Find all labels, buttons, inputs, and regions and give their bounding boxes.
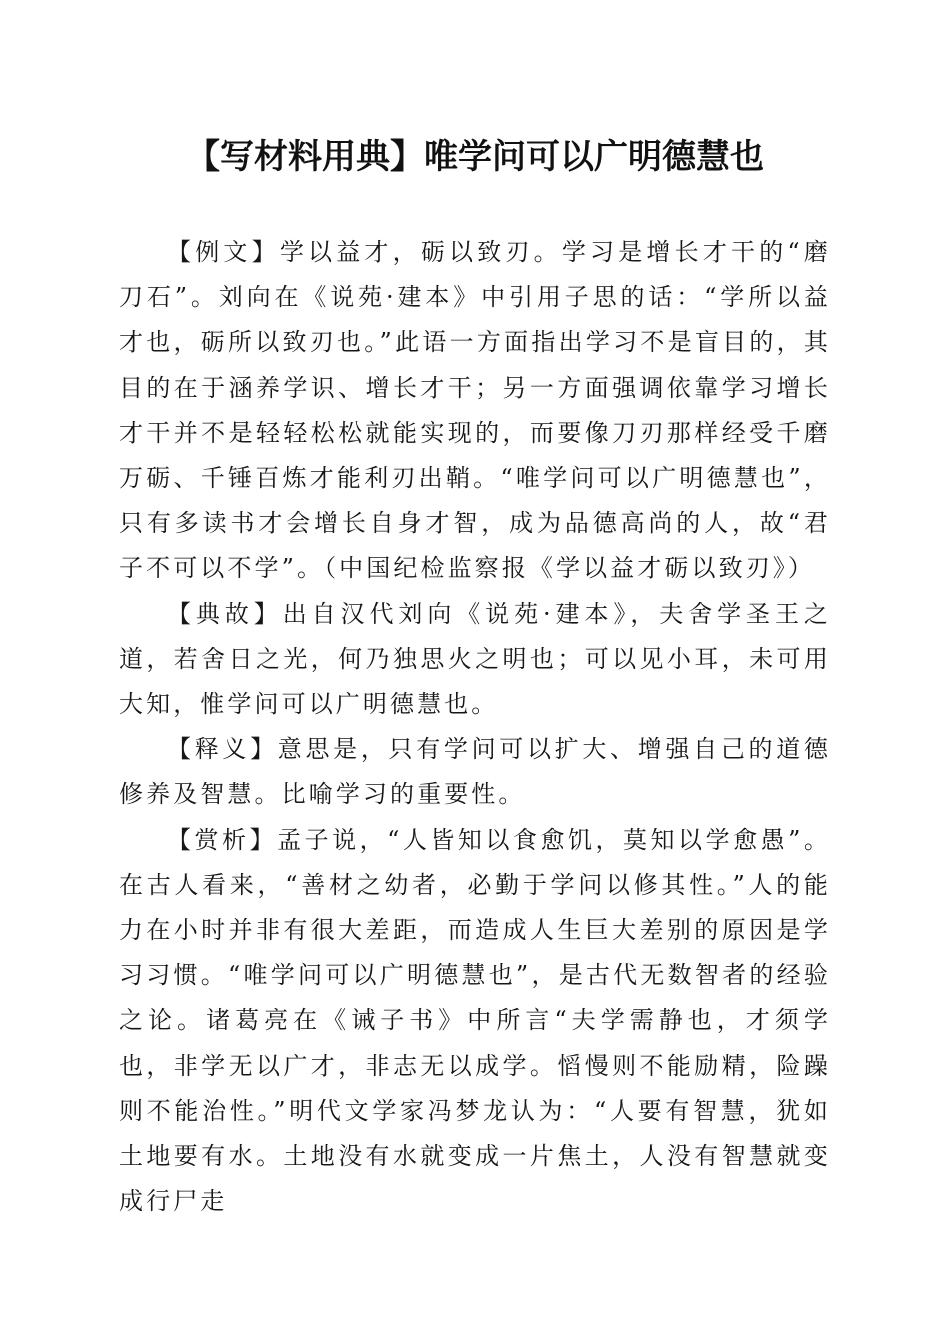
paragraph-text-appreciation: 孟子说，“人皆知以食愈饥，莫知以学愈愚”。在古人看来，“善材之幼者，必勤于学问以修其性。”人的能力在小时并非有很大差距，而造成人生巨大差别的原因是学习习惯。“唯学问可以广明德慧也”，是古代无数智者的经验之论。诸葛亮在《诫子书》中所言“夫学需静也，才须学也，非学无以广才，非志无以成学。慆慢则不能励精，险躁则不能治性。”明代文学家冯梦龙认为：“人要有智慧，犹如土地要有水。土地没有水就变成一片焦土，人没有智慧就变成行尸走 [119,825,831,1216]
paragraph-appreciation [119,818,831,1225]
document-body [119,230,831,1224]
document-title: 【写材料用典】唯学问可以广明德慧也 [186,137,764,177]
section-tag-meaning: 【释义】 [167,735,278,764]
section-tag-allusion: 【典故】 [167,599,283,628]
paragraph-text-allusion: 出自汉代刘向《说苑·建本》，夫舍学圣王之道，若舍日之光，何乃独思火之明也；可以见小耳，未可用大知，惟学问可以广明德慧也。 [119,599,831,719]
paragraph-text-example: 学以益才，砺以致刃。学习是增长才干的“磨刀石”。刘向在《说苑·建本》中引用子思的话：“学所以益才也，砺所以致刃也。”此语一方面指出学习不是盲目的，其目的在于涵养学识、增长才干；另一方面强调依靠学习增长才干并不是轻轻松松就能实现的，而要像刀刃那样经受千磨万砺、千锤百炼才能利刃出鞘。“唯学问可以广明德慧也”，只有多读书才会增长自身才智，成为品德高尚的人，故“君子不可以不学”。（中国纪检监察报《学以益才砺以致刃》） [119,238,831,583]
paragraph-allusion [119,592,831,728]
paragraph-example [119,230,831,592]
section-tag-appreciation: 【赏析】 [167,825,278,854]
paragraph-text-meaning: 意思是，只有学问可以扩大、增强自己的道德修养及智慧。比喻学习的重要性。 [119,735,831,809]
section-tag-example: 【例文】 [167,238,280,266]
paragraph-meaning [119,727,831,817]
